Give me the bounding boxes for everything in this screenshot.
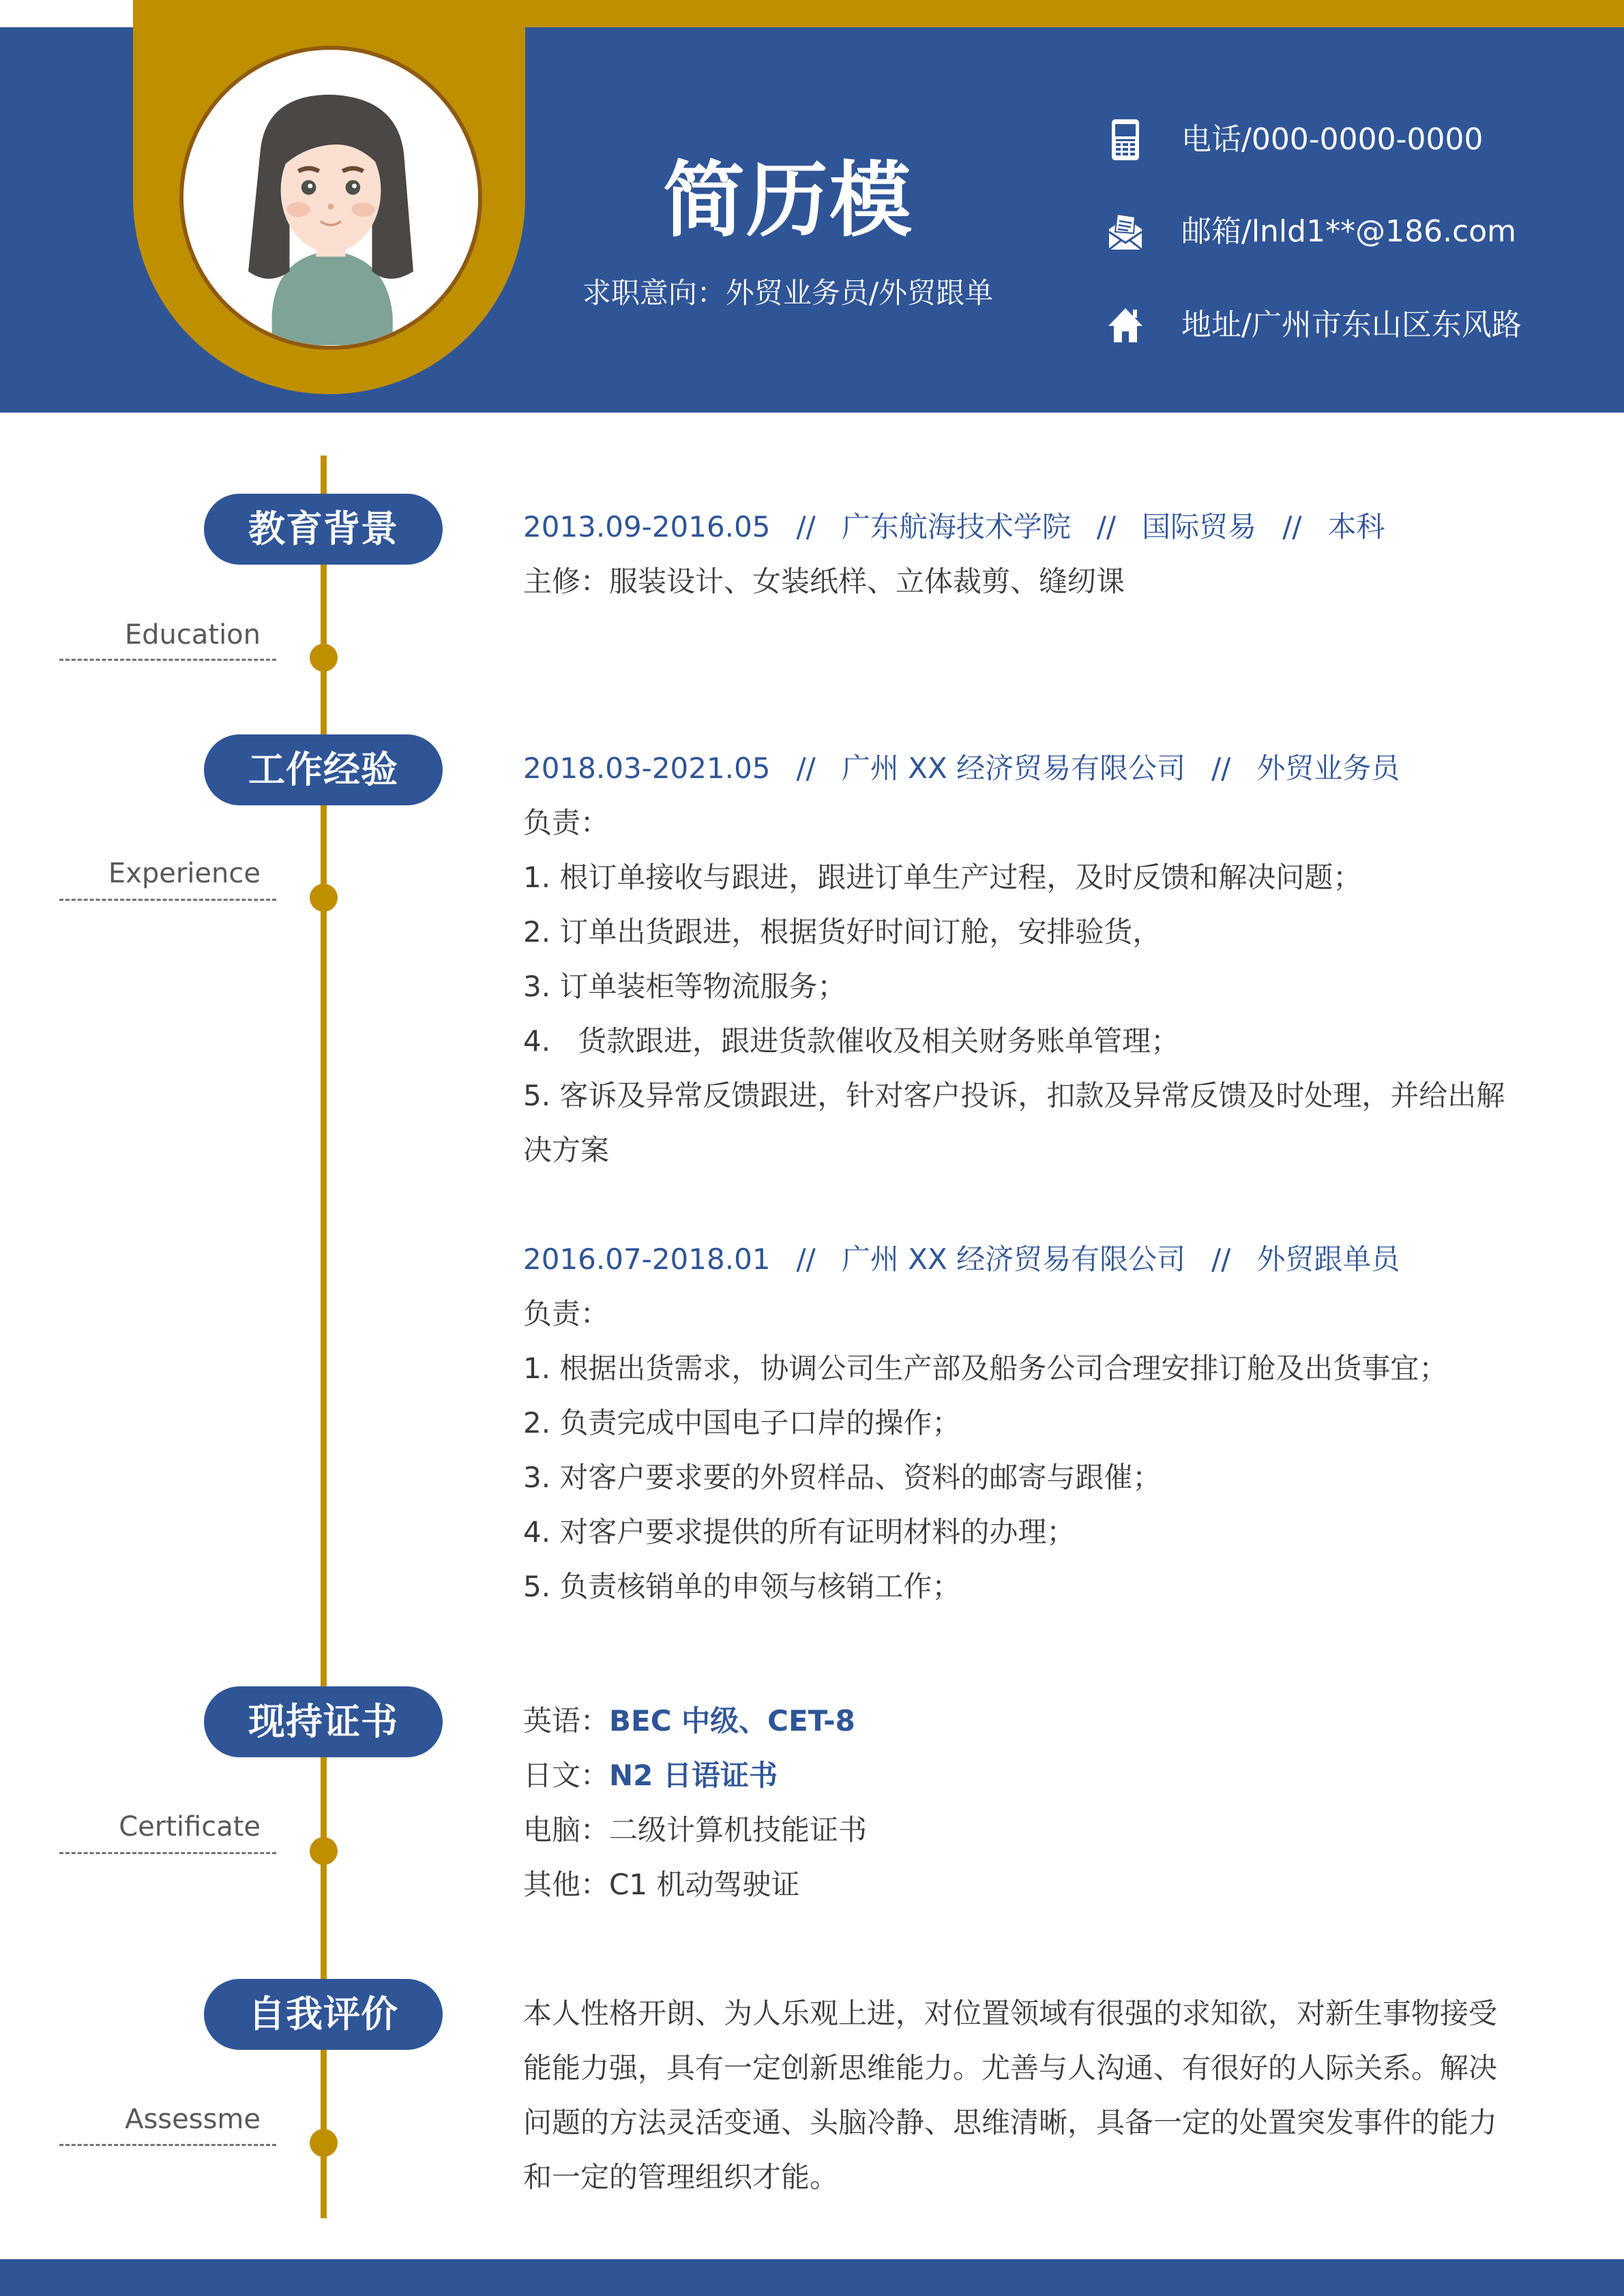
contact-address — [1098, 301, 1522, 349]
section-title-experience: 工作经验 — [204, 734, 443, 805]
job-company: 广州 XX 经济贸易有限公司 — [841, 751, 1186, 785]
duty-item: 决方案 — [523, 1133, 610, 1167]
certificate-value: BEC 中级、CET-8 — [609, 1704, 855, 1738]
certificate-item — [523, 1803, 1560, 1858]
separator: // — [796, 1242, 816, 1276]
certificate-item — [523, 1694, 1560, 1748]
section-title-education: 教育背景 — [204, 494, 443, 565]
duty-item: 3. 对客户要求要的外贸样品、资料的邮寄与跟催； — [523, 1461, 1162, 1494]
contact-email — [1098, 208, 1516, 256]
job-objective: 求职意向：外贸业务员/外贸跟单 — [582, 276, 994, 310]
timeline-dot — [310, 2129, 338, 2157]
timeline-dot — [310, 1837, 338, 1865]
section-label-education: Education — [124, 619, 261, 651]
job-company: 广州 XX 经济贸易有限公司 — [841, 1242, 1186, 1276]
assessment-line: 和一定的管理组织才能。 — [523, 2160, 839, 2194]
job-period: 2018.03-2021.05 — [523, 751, 771, 785]
job-header — [523, 1232, 1560, 1287]
assessment-line: 问题的方法灵活变通、头脑冷静、思维清晰，具备一定的处置突发事件的能力 — [523, 2106, 1498, 2139]
separator: // — [1211, 1242, 1231, 1276]
dashed-divider — [59, 659, 276, 661]
duty-item: 2. 订单出货跟进，根据货好时间订舱，安排验货， — [523, 915, 1162, 949]
duty-item: 1. 根订单接收与跟进，跟进订单生产过程，及时反馈和解决问题； — [523, 861, 1362, 894]
education-major: 国际贸易 — [1142, 510, 1257, 543]
avatar-illustration-icon — [183, 50, 478, 346]
open-envelope-icon — [1098, 208, 1153, 256]
duty-item: 4. 货款跟进，跟进货款催收及相关财务账单管理； — [523, 1024, 1180, 1058]
assessment-line: 能能力强，具有一定创新思维能力。尤善与人沟通、有很好的人际关系。解决 — [523, 2051, 1498, 2085]
job-position: 外贸业务员 — [1256, 751, 1400, 785]
contact-phone-text: 电话/000-0000-0000 — [1181, 122, 1483, 157]
contact-phone — [1098, 116, 1483, 164]
job-period: 2016.07-2018.01 — [523, 1242, 771, 1276]
job-header — [523, 741, 1560, 796]
certificate-key: 日文： — [523, 1759, 610, 1792]
section-title-assessment: 自我评价 — [204, 1979, 443, 2050]
duty-item: 4. 对客户要求提供的所有证明材料的办理； — [523, 1515, 1076, 1549]
certificate-item — [523, 1858, 1560, 1912]
experience-content — [523, 741, 1560, 1614]
education-degree: 本科 — [1327, 510, 1385, 543]
certificate-item — [523, 1748, 1560, 1803]
education-header — [523, 500, 1560, 554]
certificate-value: C1 机动驾驶证 — [609, 1868, 800, 1901]
duty-item: 3. 订单装柜等物流服务； — [523, 970, 846, 1003]
page-title: 简历模 — [663, 153, 913, 248]
duty-label: 负责： — [523, 806, 610, 839]
mobile-phone-icon — [1098, 116, 1153, 164]
separator: // — [796, 751, 816, 785]
separator: // — [796, 510, 816, 543]
certificate-key: 电脑： — [523, 1813, 610, 1847]
separator: // — [1282, 510, 1302, 543]
duty-label: 负责： — [523, 1297, 610, 1330]
certificate-value: 二级计算机技能证书 — [609, 1813, 868, 1847]
education-content — [523, 500, 1560, 609]
duty-item: 2. 负责完成中国电子口岸的操作； — [523, 1406, 961, 1440]
certificate-key: 英语： — [523, 1704, 610, 1738]
separator: // — [1096, 510, 1117, 543]
job-position: 外贸跟单员 — [1256, 1242, 1400, 1276]
duty-item: 1. 根据出货需求，协调公司生产部及船务公司合理安排订舱及出货事宜； — [523, 1352, 1448, 1385]
spacer — [523, 1178, 1560, 1232]
timeline-line — [321, 456, 327, 2218]
avatar — [179, 46, 482, 350]
house-icon — [1098, 301, 1153, 349]
section-label-certificate: Certificate — [119, 1811, 261, 1843]
education-school: 广东航海技术学院 — [841, 510, 1071, 543]
footer-bar — [0, 2259, 1624, 2296]
education-courses: 主修：服装设计、女装纸样、立体裁剪、缝纫课 — [523, 565, 1125, 598]
education-period: 2013.09-2016.05 — [523, 510, 771, 543]
dashed-divider — [59, 2144, 276, 2146]
separator: // — [1211, 751, 1231, 785]
section-label-assessment: Assessme — [125, 2104, 261, 2135]
dashed-divider — [59, 1852, 276, 1854]
certificate-content — [523, 1694, 1560, 1912]
dashed-divider — [59, 899, 276, 901]
section-label-experience: Experience — [108, 858, 261, 889]
certificate-key: 其他： — [523, 1868, 610, 1901]
section-title-certificate: 现持证书 — [204, 1686, 443, 1757]
certificate-value: N2 日语证书 — [609, 1759, 778, 1792]
assessment-content — [523, 1986, 1560, 2205]
contact-email-text: 邮箱/lnld1**@186.com — [1181, 214, 1517, 249]
timeline-dot — [310, 644, 338, 672]
timeline-dot — [310, 884, 338, 912]
contact-address-text: 地址/广州市东山区东风路 — [1181, 308, 1522, 342]
duty-item: 5. 客诉及异常反馈跟进，针对客户投诉，扣款及异常反馈及时处理，并给出解 — [523, 1079, 1505, 1112]
assessment-line: 本人性格开朗、为人乐观上进，对位置领域有很强的求知欲，对新生事物接受 — [523, 1997, 1498, 2030]
duty-item: 5. 负责核销单的申领与核销工作； — [523, 1570, 961, 1603]
